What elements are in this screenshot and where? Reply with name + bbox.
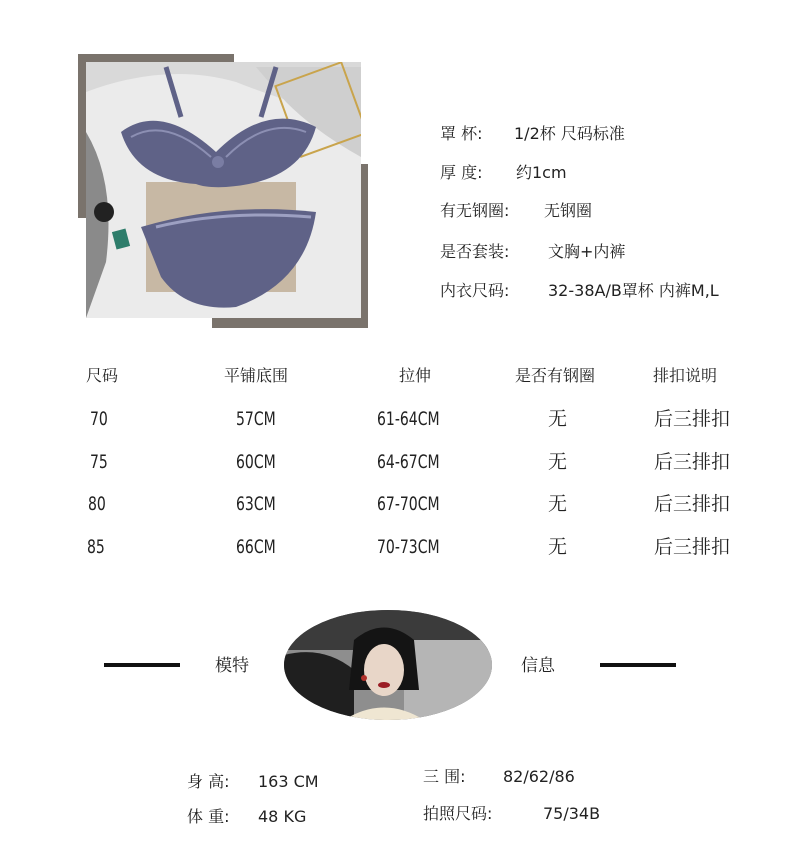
spec-key: 罩 杯: (440, 124, 483, 143)
table-cell-band: 66CM (236, 536, 276, 558)
model-title-right: 信息 (521, 656, 555, 676)
model-height-value: 163 CM (258, 772, 319, 791)
table-header-size: 尺码 (86, 366, 119, 385)
model-measure-label: 三 围: (423, 767, 466, 786)
table-cell-underwire: 无 (548, 493, 568, 515)
spec-key: 有无钢圈: (440, 201, 510, 220)
table-cell-band: 63CM (236, 493, 276, 515)
model-weight-value: 48 KG (258, 807, 307, 826)
spec-value: 1/2杯 尺码标准 (514, 124, 625, 143)
spec-row-thickness (440, 163, 567, 183)
table-cell-hooks: 后三排扣 (654, 493, 731, 515)
spec-value: 32-38A/B罩杯 内裤M,L (548, 281, 719, 300)
table-cell-stretch: 64-67CM (377, 451, 440, 473)
table-cell-stretch: 61-64CM (377, 408, 440, 430)
spec-key: 是否套装: (440, 242, 510, 261)
table-cell-hooks: 后三排扣 (654, 536, 731, 558)
table-header-stretch: 拉伸 (399, 366, 432, 385)
table-cell-underwire: 无 (548, 451, 568, 473)
spec-key: 内衣尺码: (440, 281, 510, 300)
divider-right (600, 663, 676, 667)
table-cell-stretch: 70-73CM (377, 536, 440, 558)
table-cell-stretch: 67-70CM (377, 493, 440, 515)
model-photo (284, 610, 492, 720)
table-cell-size: 70 (90, 408, 108, 430)
table-cell-band: 57CM (236, 408, 276, 430)
model-title-left: 模特 (215, 656, 249, 676)
spec-key: 厚 度: (440, 163, 483, 182)
divider-left (104, 663, 180, 667)
model-height-label: 身 高: (187, 772, 230, 791)
spec-row-cup (440, 124, 625, 144)
model-weight-label: 体 重: (187, 807, 230, 826)
table-cell-size: 85 (87, 536, 105, 558)
table-cell-underwire: 无 (548, 408, 568, 430)
table-header-flat-band: 平铺底围 (224, 366, 289, 385)
spec-row-size (440, 281, 719, 301)
product-photo (86, 62, 361, 318)
table-cell-band: 60CM (236, 451, 276, 473)
table-cell-hooks: 后三排扣 (654, 451, 731, 473)
table-cell-underwire: 无 (548, 536, 568, 558)
spec-value: 无钢圈 (544, 201, 593, 220)
spec-value: 约1cm (516, 163, 567, 182)
model-photo-size-value: 75/34B (543, 804, 601, 823)
model-photo-size-label: 拍照尺码: (423, 804, 493, 823)
spec-row-set (440, 242, 626, 262)
spec-value: 文胸+内裤 (548, 242, 626, 261)
table-cell-size: 75 (90, 451, 108, 473)
model-measure-value: 82/62/86 (503, 767, 575, 786)
table-cell-size: 80 (88, 493, 106, 515)
table-header-underwire: 是否有钢圈 (515, 366, 596, 385)
spec-row-underwire (440, 201, 593, 221)
table-cell-hooks: 后三排扣 (654, 408, 731, 430)
table-header-hooks: 排扣说明 (653, 366, 718, 385)
